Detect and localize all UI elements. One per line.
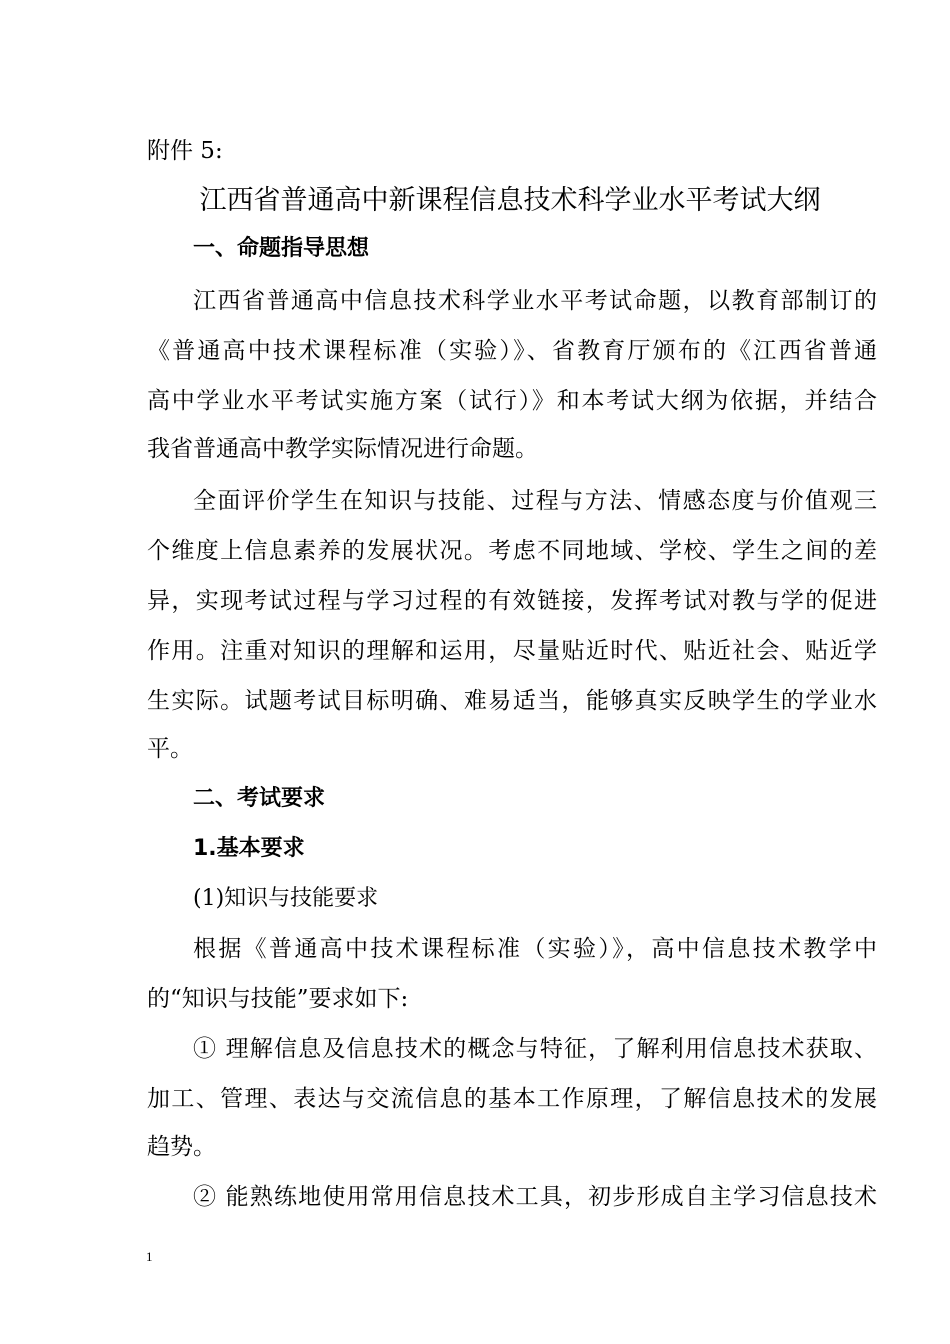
list-item-line: 加工、管理、表达与交流信息的基本工作原理，了解信息技术的发展 <box>147 1086 877 1112</box>
paragraph-line: 江西省普通高中信息技术科学业水平考试命题，以教育部制订的 <box>193 288 877 314</box>
paragraph-line: 个维度上信息素养的发展状况。考虑不同地域、学校、学生之间的差 <box>147 538 877 564</box>
page-number: 1 <box>146 1249 153 1264</box>
subsection-heading: 1.基本要求 <box>193 836 305 861</box>
paragraph-line: 全面评价学生在知识与技能、过程与方法、情感态度与价值观三 <box>193 488 877 514</box>
paragraph-line: 平。 <box>147 736 193 762</box>
paragraph-line: 的“知识与技能”要求如下: <box>147 986 409 1012</box>
attachment-label: 附件 5: <box>147 138 223 164</box>
list-item-line: ① 理解信息及信息技术的概念与特征，了解利用信息技术获取、 <box>193 1036 877 1062</box>
paragraph-line: 根据《普通高中技术课程标准（实验）》，高中信息技术教学中 <box>193 936 877 962</box>
list-item-line: ② 能熟练地使用常用信息技术工具，初步形成自主学习信息技术 <box>193 1184 877 1210</box>
subsection-item-heading: (1)知识与技能要求 <box>193 886 379 911</box>
paragraph-line: 异，实现考试过程与学习过程的有效链接，发挥考试对教与学的促进 <box>147 588 877 614</box>
paragraph-line: 《普通高中技术课程标准（实验）》、省教育厅颁布的《江西省普通 <box>147 338 877 364</box>
section-heading-2: 二、考试要求 <box>193 786 326 811</box>
paragraph-line: 高中学业水平考试实施方案（试行）》和本考试大纲为依据，并结合 <box>147 388 877 414</box>
document-title: 江西省普通高中新课程信息技术科学业水平考试大纲 <box>199 185 821 216</box>
section-heading-1: 一、命题指导思想 <box>193 236 370 261</box>
paragraph-line: 生实际。试题考试目标明确、难易适当，能够真实反映学生的学业水 <box>147 688 877 714</box>
paragraph-line: 作用。注重对知识的理解和运用，尽量贴近时代、贴近社会、贴近学 <box>147 638 877 664</box>
list-item-line: 趋势。 <box>147 1134 216 1160</box>
paragraph-line: 我省普通高中教学实际情况进行命题。 <box>147 436 538 462</box>
